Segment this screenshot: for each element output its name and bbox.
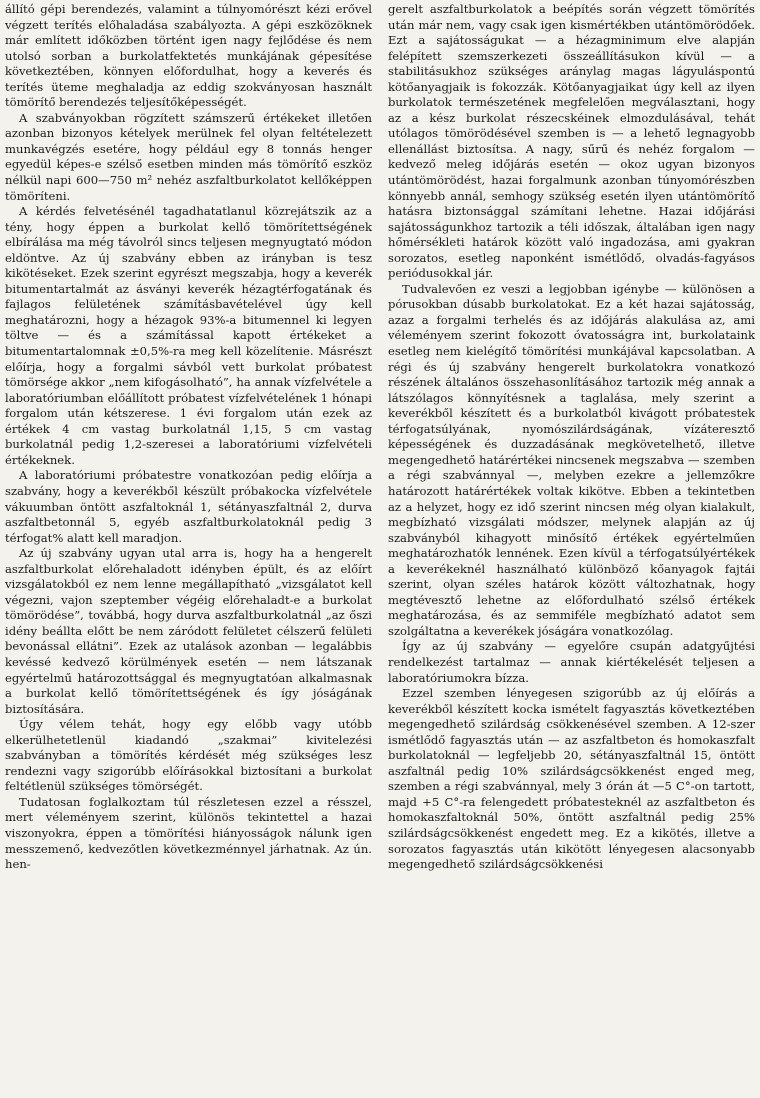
paragraph: Úgy vélem tehát, hogy egy előbb vagy utóbb elkerülhetetlenül kiadandó „szakmai” kivitelezési szabványban a tömörítés kérdését még szükséges lesz rendezni vagy szigorúbb előírásokkal biztosítani a burkolat feltétlenül szükséges tömörségét. — [5, 717, 372, 794]
paragraph: gerelt aszfaltburkolatok a beépítés során végzett tömörítés után már nem, vagy csak igen kismértékben utántömörödőek. Ezt a sajátosságukat — a hézagminimum elve alapján felépített szemszerkezeti összeállításukon kívül — a stabilitásukhoz szükséges aránylag magas lágyuláspontú kötőanyagjaik is fokozzák. Kötőanyagjaikat úgy kell az ilyen burkolatok természetének megfelelően megválasztani, hogy az a kész burkolat részecskéinek elmozdulásával, tehát utólagos tömörödésével szemben is — a lehető legnagyobb ellenállást biztosítsa. A nagy, sűrű és nehéz forgalom — kedvező meleg időjárás esetén — okoz ugyan bizonyos utántömörödést, hazai forgalmunk azonban túnyomórészben könnyebb annál, semhogy szükség esetén ilyen utántömörítő hatásra biztonsággal számítani lehetne. Hazai időjárási sajátosságunkhoz tartozik a téli időszak, általában igen nagy hőmérsékleti határok között való ingadozása, ami gyakran sorozatos, esetleg naponként ismétlődő, olvadás-fagyásos periódusokkal jár. — [388, 2, 755, 281]
paragraph: A laboratóriumi próbatestre vonatkozóan pedig előírja a szabvány, hogy a keverékből készült próbakocka vízfelvétele vákuumban öntött aszfaltoknál 1, sétányaszfaltnál 2, durva aszfaltbetonnál 5, egyéb aszfaltburkolatoknál pedig 3 térfogat% alatt kell maradjon. — [5, 468, 372, 545]
paragraph: A kérdés felvetésénél tagadhatatlanul közrejátszik az a tény, hogy éppen a burkolat kellő tömörítettségének elbírálása ma még távolról sincs teljesen megnyugtató módon eldöntve. Az új szabvány ebben az irányban is tesz kikötéseket. Ezek szerint egyrészt megszabja, hogy a keverék bitumentartalmát az ásványi keverék hézagtérfogatának és fajlagos felületének számításbavételével úgy kell meghatározni, hogy a hézagok 93%-a bitumennel ki legyen töltve — és a számítással kapott értékeket a bitumentartalomnak ±0,5%-ra meg kell közelítenie. Másrészt előírja, hogy a forgalmi sávból vett burkolat próbatest tömörsége akkor „nem kifogásolható”, ha annak vízfelvétele a laboratóriumban előállított próbatest vízfelvételének 1 hónapi forgalom után kétszerese. 1 évi forgalom után ezek az értékek 4 cm vastag burkolatnál 1,15, 5 cm vastag burkolatnál pedig 1,2-szeresei a laboratóriumi vízfelvételi értékeknek. — [5, 204, 372, 467]
paragraph: A szabványokban rögzített számszerű értékeket illetően azonban bizonyos kételyek merülnek fel olyan feltételezett munkavégzés esetére, hogy például egy 8 tonnás henger egyedül képes-e szélső esetben minden más tömörítő eszköz nélkül napi 600—750 m² nehéz aszfaltburkolatot kellőképpen tömöríteni. — [5, 110, 372, 203]
left-column — [5, 2, 372, 1098]
paragraph: Tudvalevően ez veszi a legjobban igénybe — különösen a pórusokban dúsabb burkolatokat. Ez a két hazai sajátosság, azaz a forgalmi terhelés és az időjárás alakulása az, ami véleményem szerint fokozott óvatosságra int, burkolataink esetleg nem kielégítő tömörítési munkájával kapcsolatban. A régi és új szabvány hengerelt burkolatokra vonatkozó részének általános összehasonlításához tartozik még annak a látszólagos könnyítésnek a taglalása, mely szerint a keverékből készített és a burkolatból kivágott próbatestek térfogatsúlyának, nyomószilárdságának, vízáteresztő képességének és duzzadásának megkövetelhető, illetve megengedhető határértékei nincsenek megszabva — szemben a régi szabvánnyal —, melyben ezekre a jellemzőkre határozott határértékek voltak kikötve. Ebben a tekintetben az a helyzet, hogy ez idő szerint nincsen még olyan kialakult, megbízható vizsgálati módszer, melynek alapján az új szabványból kihagyott minősítő értékek egyértelműen meghatározhatók lennének. Ezen kívül a térfogatsúlyértékek a keverékeknél használható különböző kőanyagok fajtái szerint, olyan széles határok között változhatnak, hogy megtévesztő lehetne az előfordulható szélső értékek meghatározása, és az semmiféle megbízható adatot sem szolgáltatna a keverékek jóságára vonatkozólag. — [388, 281, 755, 638]
right-column — [388, 2, 755, 1098]
paragraph: Az új szabvány ugyan utal arra is, hogy ha a hengerelt aszfaltburkolat előrehaladott idényben épült, és az előírt vizsgálatokból ez nem lenne megállapítható „vizsgálatot kell végezni, vajon szeptember végéig előrehaladt-e a burkolat tömörödése”, továbbá, hogy durva aszfaltburkolatnál „az őszi idény beállta előtt be nem záródott felületet célszerű felületi bevonással ellátni”. Ezek az utalások azonban — legalábbis kevéssé kedvező körülmények esetén — nem látszanak egyértelmű határozottsággal és megnyugtatóan alkalmasnak a burkolat kellő tömörítettségének és így jóságának biztosítására. — [5, 546, 372, 716]
paragraph: Ezzel szemben lényegesen szigorúbb az új előírás a keverékből készített kocka ismételt fagyasztás következtében megengedhető szilárdság csökkenésével szemben. A 12-szer ismétlődő fagyasztás után — az aszfaltbeton és homokaszfalt burkolatoknál — legfeljebb 20, sétányaszfaltnál 15, öntött aszfaltnál pedig 10% szilárdságcsökkenést enged meg, szemben a régi szabvánnyal, mely 3 órán át —5 C°-on tartott, majd +5 C°-ra felengedett próbatesteknél az aszfaltbeton és homokaszfaltoknál 50%, öntött aszfaltnál pedig 25% szilárdságcsökkenést engedett meg. Ez a kikötés, illetve a sorozatos fagyasztás után kikötött lényegesen alacsonyabb megengedhető szilárdságcsökkenési — [388, 686, 755, 872]
paragraph: Így az új szabvány — egyelőre csupán adatgyűjtési rendelkezést tartalmaz — annak kiértékelését teljesen a laboratóriumokra bízza. — [388, 639, 755, 685]
paragraph: Tudatosan foglalkoztam túl részletesen ezzel a résszel, mert véleményem szerint, különös tekintettel a hazai viszonyokra, éppen a tömörítési hiányosságok nálunk igen messzemenő, kedvezőtlen következménnyel járhatnak. Az ún. hen- — [5, 794, 372, 872]
paragraph: állító gépi berendezés, valamint a túlnyomórészt kézi erővel végzett terítés előhaladása szabályozta. A gépi eszközöknek már említett időközben történt igen nagy fejlődése és nem utolsó sorban a burkolatfektetés munkájának gépesítése következtében, könnyen előfordulhat, hogy a keverés és terítés üteme meghaladja az eddig szokványosan használt tömörítő berendezés teljesítőképességét. — [5, 2, 372, 110]
